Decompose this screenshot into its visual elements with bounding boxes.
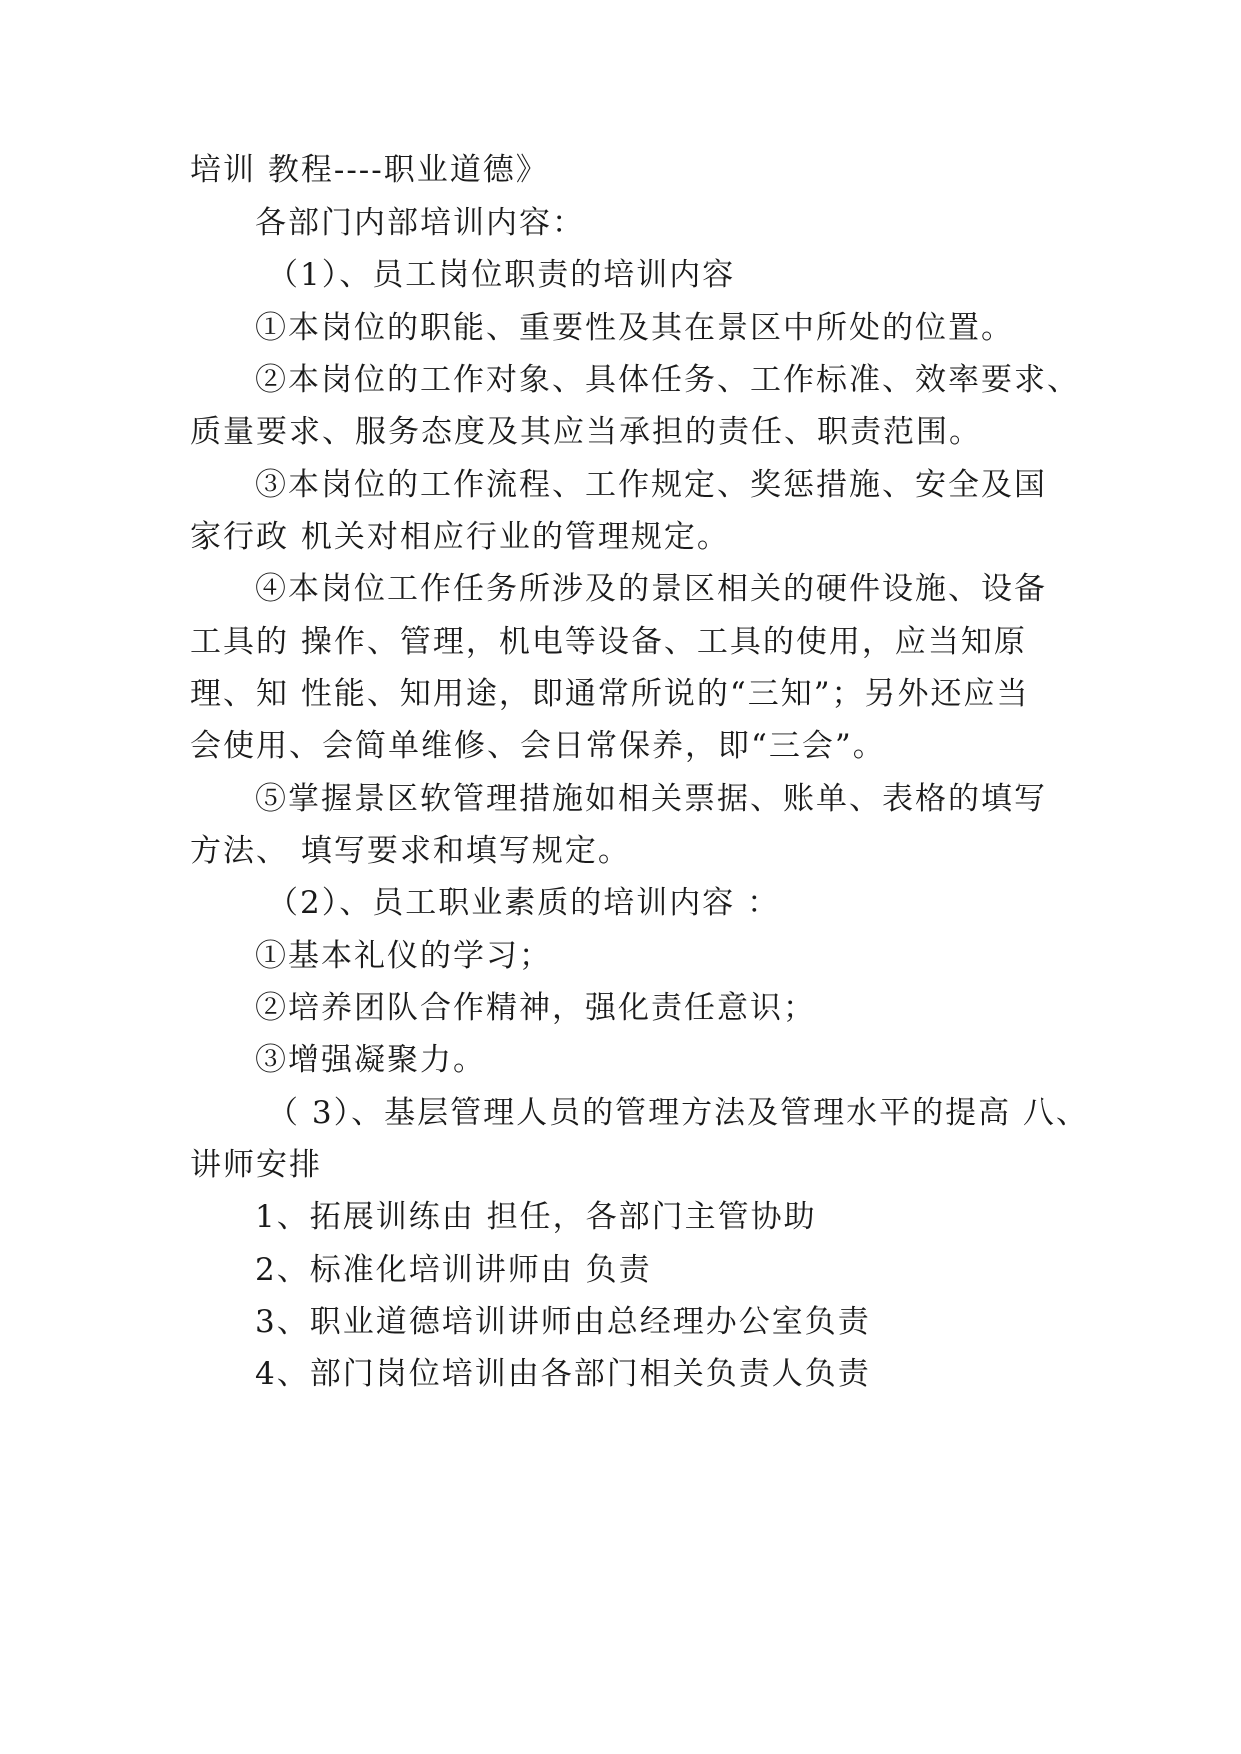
text-line: ③本岗位的工作流程、工作规定、奖惩措施、安全及国 (255, 467, 1047, 503)
text-line: 2、标准化培训讲师由 负责 (255, 1252, 652, 1288)
text-line: ①本岗位的职能、重要性及其在景区中所处的位置。 (255, 310, 1014, 346)
text-line: 讲师安排 (190, 1147, 322, 1183)
text-line: 各部门内部培训内容： (255, 205, 585, 241)
text-line: ①基本礼仪的学习； (255, 938, 552, 974)
text-line: （2）、员工职业素质的培训内容 ： (267, 885, 781, 921)
text-line: ②本岗位的工作对象、具体任务、工作标准、效率要求、 (255, 362, 1080, 398)
text-line: 质量要求、服务态度及其应当承担的责任、职责范围。 (190, 414, 982, 450)
text-line: 培训 教程----职业道德》 (190, 152, 549, 188)
text-line: 家行政 机关对相应行业的管理规定。 (190, 519, 730, 555)
text-line: 3、职业道德培训讲师由总经理办公室负责 (255, 1304, 871, 1340)
text-line: ③增强凝聚力。 (255, 1042, 486, 1078)
text-line: （1）、员工岗位职责的培训内容 (267, 257, 736, 293)
text-line: ②培养团队合作精神，强化责任意识； (255, 990, 816, 1026)
text-line: （ 3）、基层管理人员的管理方法及管理水平的提高 八、 (267, 1095, 1089, 1131)
text-line: 会使用、会简单维修、会日常保养，即“三会”。 (190, 728, 886, 764)
text-line: ⑤掌握景区软管理措施如相关票据、账单、表格的填写 (255, 781, 1047, 817)
text-line: 方法、 填写要求和填写规定。 (190, 833, 631, 869)
text-line: ④本岗位工作任务所涉及的景区相关的硬件设施、设备 (255, 571, 1047, 607)
text-line: 4、部门岗位培训由各部门相关负责人负责 (255, 1356, 871, 1392)
text-line: 工具的 操作、管理，机电等设备、工具的使用，应当知原 (190, 624, 1027, 660)
text-line: 1、拓展训练由 担任，各部门主管协助 (255, 1199, 817, 1235)
text-line: 理、知 性能、知用途，即通常所说的“三知”；另外还应当 (190, 676, 1030, 712)
